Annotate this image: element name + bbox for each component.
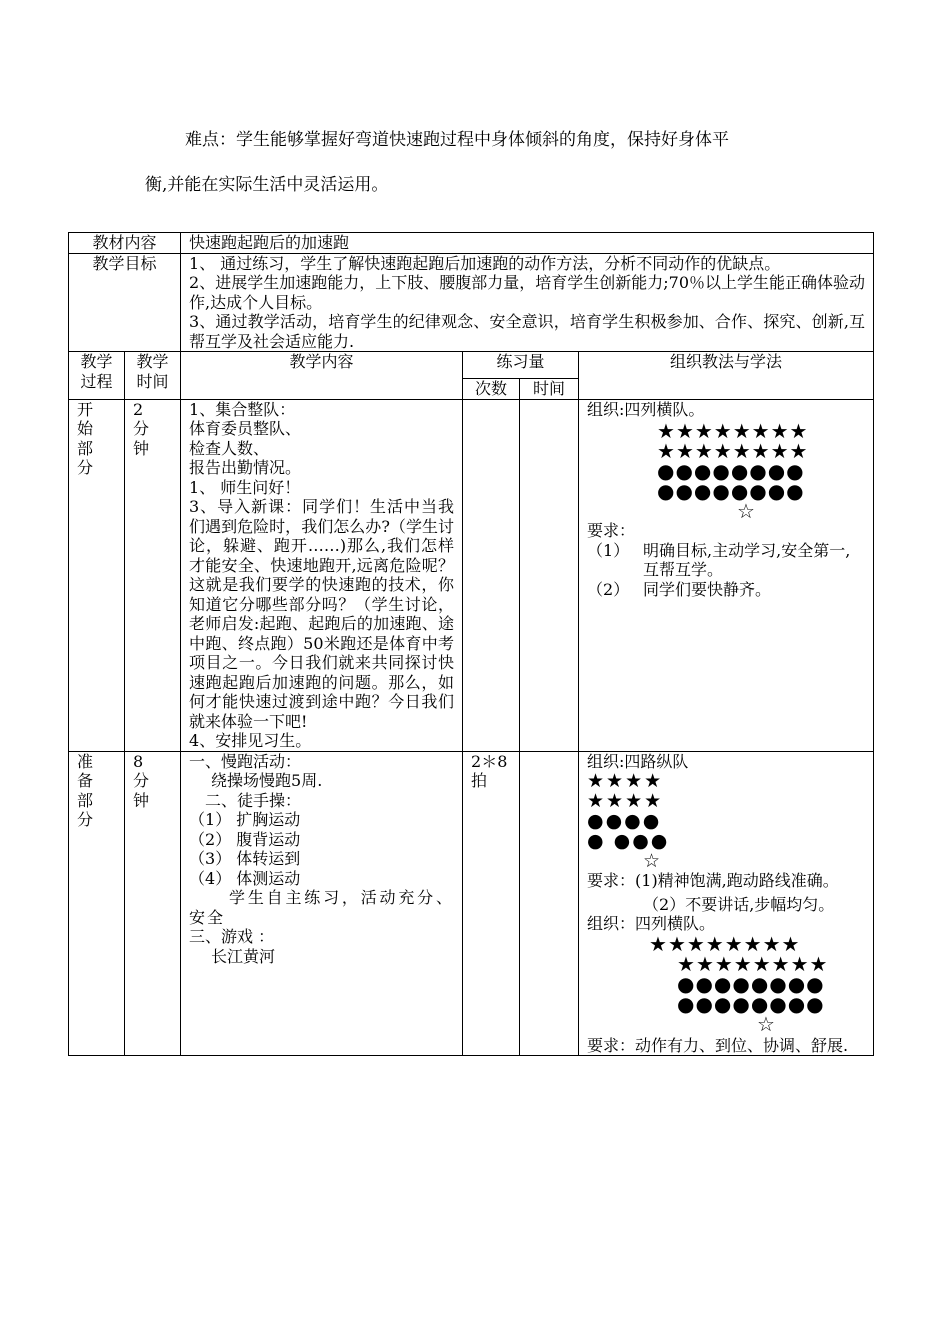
- difficulty-line-2: 衡,并能在实际生活中灵活运用。: [145, 175, 389, 195]
- goal-1: 1、 通过练习，学生了解快速跑起跑后加速跑的动作方法，分析不同动作的优缺点。: [189, 253, 781, 273]
- material-row: [69, 233, 874, 254]
- section-start-duration: [520, 399, 579, 751]
- formation-diagram: ★★★★★★★★ ★★★★★★★★ ●●●●●●●● ●●●●●●●● ☆: [657, 419, 809, 523]
- requirement-text: （2）不要讲话,步幅均匀。: [643, 894, 835, 914]
- requirement-text: 要求：(1)精神饱满,跑动路线准确。: [587, 871, 839, 890]
- section-start-method: [579, 399, 874, 751]
- goals-cell: [181, 253, 874, 352]
- section-warmup-row: [69, 751, 874, 1056]
- section-start-content: [181, 399, 463, 751]
- difficulty-line-1: 难点：学生能够掌握好弯道快速跑过程中身体倾斜的角度，保持好身体平: [185, 130, 729, 150]
- content-line: 检查人数、: [189, 438, 270, 458]
- exercise-item: （3） 体转运到: [189, 849, 301, 868]
- requirement-text: 要求：动作有力、到位、协调、舒展.: [587, 1035, 849, 1055]
- content-line: 1、 师生问好！: [189, 477, 301, 497]
- exercise-item: （2） 腹背运动: [189, 829, 301, 849]
- goal-2: 2、进展学生加速跑能力，上下肢、腰腹部力量，培育学生创新能力;70％以上学生能正确体验动作,达成个人目标。: [189, 273, 866, 312]
- goals-label: 教学目标: [69, 253, 181, 352]
- header-method: 组织教法与学法: [579, 352, 874, 400]
- formation-diagram-rows: ★★★★★★★★ ★★★★★★★★ ●●●●●●●● ●●●●●●●● ☆: [649, 931, 829, 1036]
- lesson-plan-table: [68, 232, 874, 1056]
- header-content: 教学内容: [181, 352, 463, 400]
- header-count: 次数: [463, 379, 520, 400]
- org-label: 组织:四路纵队: [587, 751, 689, 771]
- content-line: 4、安排见习生。: [189, 731, 312, 750]
- requirement-label: 要求：: [587, 521, 636, 540]
- content-line: 报告出勤情况。: [189, 458, 302, 477]
- header-process: 教学 过程: [69, 352, 125, 400]
- org-label: 组织：四列横队。: [587, 914, 716, 933]
- material-label: 教材内容: [69, 233, 181, 254]
- material-value: 快速跑起跑后的加速跑: [181, 233, 874, 254]
- header-time: 教学 时间: [125, 352, 181, 400]
- org-label: 组织:四列横队。: [587, 399, 705, 419]
- formation-diagram-columns: ★★★★ ★★★★ ●●●● ● ●●● ☆: [587, 770, 670, 872]
- requirement-item: （1） 明确目标,主动学习,安全第一,互帮互学。: [587, 540, 851, 579]
- section-warmup-duration: [520, 751, 579, 1056]
- section-start-row: [69, 399, 874, 751]
- goal-3: 3、通过教学活动，培育学生的纪律观念、安全意识，培育学生积极参加、合作、探究、创新,互帮互学及社会适应能力.: [189, 312, 866, 351]
- header-practice: 练习量: [463, 352, 579, 379]
- content-line: 体育委员整队、: [189, 419, 302, 438]
- section-start-name: 开 始 部 分: [69, 399, 125, 751]
- header-duration: 时间: [520, 379, 579, 400]
- exercise-item: （1） 扩胸运动: [189, 810, 301, 829]
- section-start-count: [463, 399, 520, 751]
- section-start-time: 2 分 钟: [125, 399, 181, 751]
- content-line: 1、集合整队：: [189, 399, 296, 419]
- header-row: [69, 352, 874, 379]
- section-warmup-name: 准 备 部 分: [69, 751, 125, 1056]
- section-warmup-time: 8 分 钟: [125, 751, 181, 1056]
- goals-row: [69, 253, 874, 352]
- section-warmup-count: 2＊8 拍: [463, 751, 520, 1056]
- section-warmup-method: [579, 751, 874, 1056]
- exercise-item: （4） 体测运动: [189, 868, 301, 888]
- intro-paragraph: [145, 118, 825, 208]
- requirement-item: （2） 同学们要快静齐。: [587, 579, 772, 599]
- section-warmup-content: 一、慢跑活动： 绕操场慢跑5周. 二、徒手操： （1） 扩胸运动 （2） 腹背运动 （3） 体转运到 （4） 体测运动 学生自主练习，活动充分、安全 三、游戏 ： 长江黄河: [181, 751, 463, 1056]
- content-line: 3、导入新课：同学们！生活中当我们遇到危险时，我们怎么办?（学生讨论，躲避、跑开……)那么,我们怎样才能安全、快速地跑开,远离危险呢？这就是我们要学的快速跑的技术，你知道它分哪些部分吗？（学生讨论，老师启发:起跑、起跑后的加速跑、途中跑、终点跑）50米跑还是体育中考项目之一。今日我们就来共同探讨快速跑起跑后加速跑的问题。那么，如何才能快速过渡到途中跑？今日我们就来体验一下吧!: [189, 497, 455, 731]
